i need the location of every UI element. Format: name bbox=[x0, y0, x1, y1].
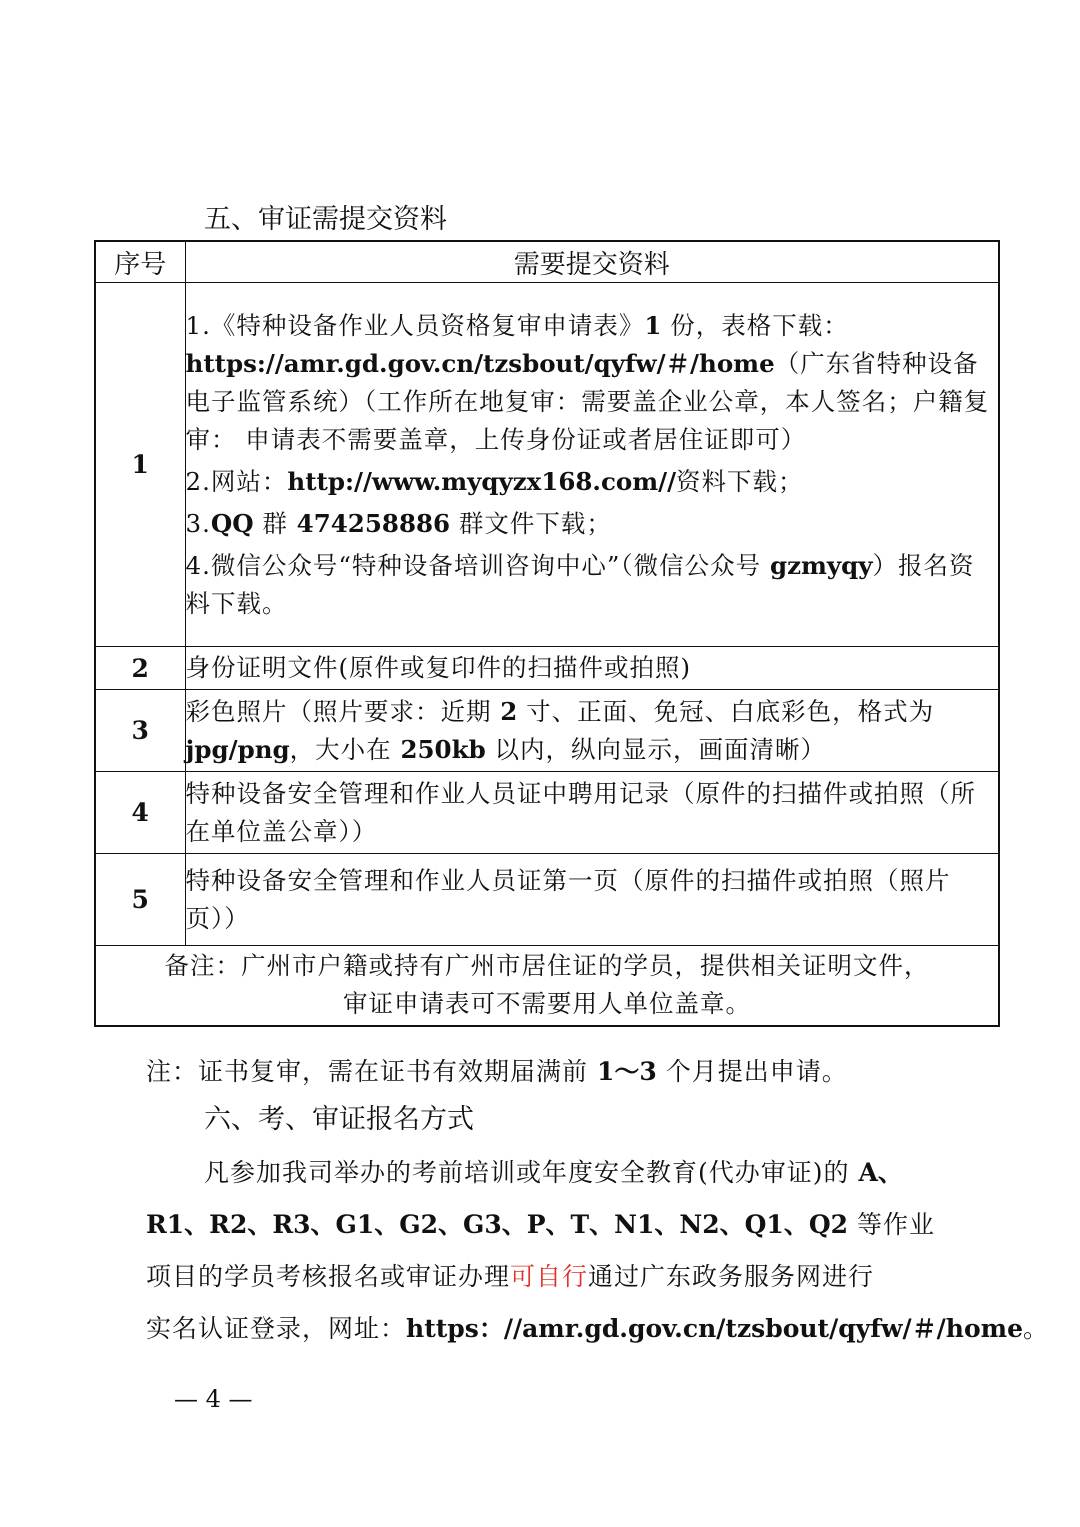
section-6-heading: 六、考、审证报名方式 bbox=[204, 1104, 474, 1135]
paragraph-line: 项目的学员考核报名或审证办理可自行通过广东政务服务网进行 bbox=[146, 1262, 875, 1291]
paragraph-line: 凡参加我司举办的考前培训或年度安全教育(代办审证)的 A、 bbox=[204, 1158, 903, 1187]
row-number: 1 bbox=[95, 283, 185, 647]
paragraph-line: R1、R2、R3、G1、G2、G3、P、T、N1、N2、Q1、Q2 等作业 bbox=[146, 1210, 935, 1239]
wechat-account: gzmyqy bbox=[769, 550, 873, 580]
table-header-row bbox=[95, 241, 999, 283]
row-content bbox=[185, 283, 999, 647]
row-content: 身份证明文件(原件或复印件的扫描件或拍照) bbox=[185, 647, 999, 690]
page-number: — 4 — bbox=[174, 1385, 253, 1413]
row-content: 特种设备安全管理和作业人员证中聘用记录（原件的扫描件或拍照（所在单位盖公章）） bbox=[185, 772, 999, 854]
renewal-note: 注：证书复审，需在证书有效期届满前 1～3 个月提出申请。 bbox=[146, 1057, 848, 1086]
item-4: 4.微信公众号“特种设备培训咨询中心”（微信公众号 gzmyqy）报名资料下载。 bbox=[185, 550, 975, 618]
remark-line-2: 审证申请表可不需要用人单位盖章。 bbox=[343, 989, 751, 1019]
remark-cell bbox=[95, 946, 999, 1026]
row-number: 4 bbox=[95, 772, 185, 854]
header-seq: 序号 bbox=[95, 241, 185, 283]
table-row bbox=[95, 854, 999, 946]
form-download-link[interactable]: https://amr.gd.gov.cn/tzsbout/qyfw/＃/home bbox=[185, 348, 775, 378]
required-documents-table bbox=[94, 240, 1000, 1027]
item-2: 2.网站：http://www.myqyzx168.com//资料下载； bbox=[185, 466, 804, 496]
row-number: 2 bbox=[95, 647, 185, 690]
highlight-text: 可自行 bbox=[510, 1262, 589, 1291]
table-row bbox=[95, 283, 999, 647]
table-row bbox=[95, 647, 999, 690]
table-row bbox=[95, 690, 999, 772]
row-number: 5 bbox=[95, 854, 185, 946]
row-content: 特种设备安全管理和作业人员证第一页（原件的扫描件或拍照（照片页）） bbox=[185, 854, 999, 946]
paragraph-line: 实名认证登录，网址：https：//amr.gd.gov.cn/tzsbout/qyfw/＃/home。 bbox=[146, 1314, 1049, 1343]
website-link[interactable]: http://www.myqyzx168.com// bbox=[287, 466, 677, 496]
header-documents: 需要提交资料 bbox=[185, 241, 999, 283]
registration-link[interactable]: https：//amr.gd.gov.cn/tzsbout/qyfw/＃/home bbox=[406, 1314, 1023, 1343]
remark-line-1: 备注：广州市户籍或持有广州市居住证的学员，提供相关证明文件， bbox=[164, 951, 930, 981]
remark-row bbox=[95, 946, 999, 1026]
item-1: 1.《特种设备作业人员资格复审申请表》1 份，表格下载： https://amr.gd.gov.cn/tzsbout/qyfw/＃/home（广东省特种设备电子监管系统）（工作所在地复审：需要盖企业公章，本人签名；户籍复审： 申请表不需要盖章，上传身份证或者居住证即可） bbox=[185, 310, 990, 454]
table-row bbox=[95, 772, 999, 854]
row-number: 3 bbox=[95, 690, 185, 772]
item-3: 3.QQ 群 474258886 群文件下载； bbox=[185, 508, 612, 538]
section-5-heading: 五、审证需提交资料 bbox=[204, 204, 447, 235]
qq-group-number: 474258886 bbox=[296, 508, 451, 538]
registration-paragraph bbox=[146, 1147, 1049, 1355]
row-content: 彩色照片（照片要求：近期 2 寸、正面、免冠、白底彩色，格式为 jpg/png，大小在 250kb 以内，纵向显示，画面清晰） bbox=[185, 690, 999, 772]
